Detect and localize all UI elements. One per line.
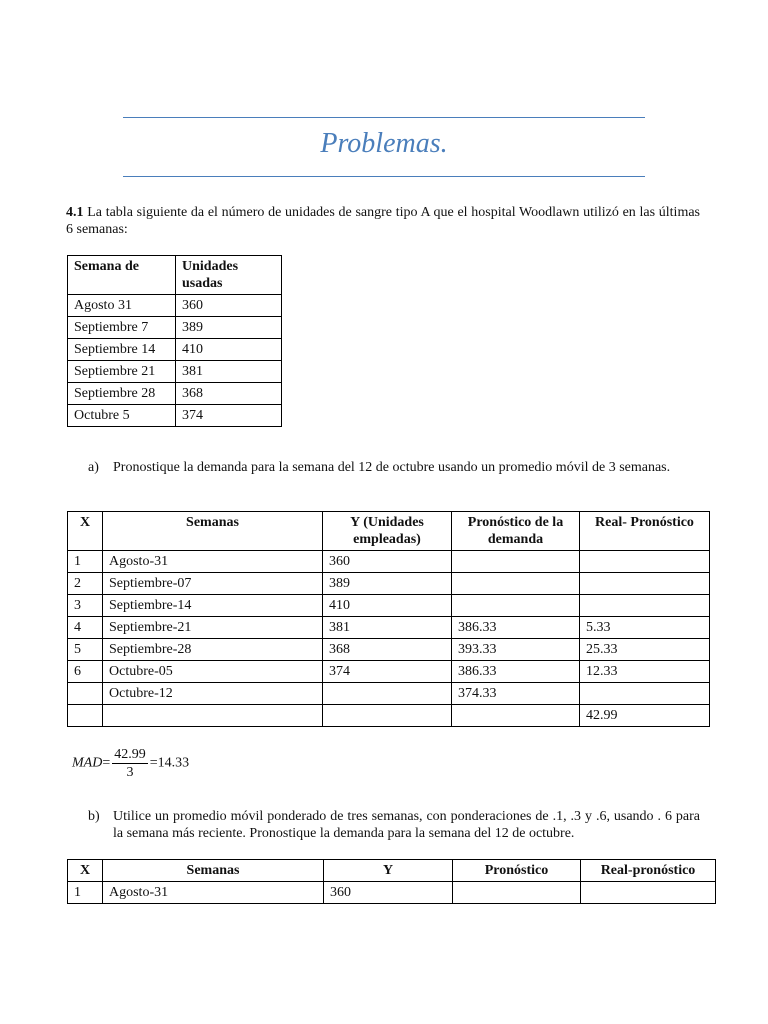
- table-cell: [452, 573, 580, 595]
- mad-label: MAD: [72, 755, 103, 771]
- table-cell: Agosto 31: [68, 295, 176, 317]
- table-cell: 5: [68, 639, 103, 661]
- table-row: [68, 383, 282, 405]
- table-cell: 3: [68, 595, 103, 617]
- table-cell: Septiembre 14: [68, 339, 176, 361]
- table-cell: 1: [68, 551, 103, 573]
- table-cell: 2: [68, 573, 103, 595]
- col-header-week: Semana de: [68, 256, 176, 295]
- table-cell: [323, 683, 452, 705]
- table3-body: [68, 882, 716, 904]
- table-row: [68, 405, 282, 427]
- title-rule-top: [123, 117, 645, 118]
- col-header-y: Y (Unidades empleadas): [323, 512, 452, 551]
- question-a: [88, 459, 700, 476]
- title-rule-bottom: [123, 176, 645, 177]
- table-cell: 374: [323, 661, 452, 683]
- table-cell: Septiembre-28: [103, 639, 323, 661]
- problem-number: 4.1: [66, 205, 84, 220]
- col-header-y: Y: [324, 860, 453, 882]
- table-cell: 360: [324, 882, 453, 904]
- weighted-average-table: [67, 859, 716, 904]
- table-cell: Septiembre 7: [68, 317, 176, 339]
- table-cell: Octubre 5: [68, 405, 176, 427]
- table-row: [68, 617, 710, 639]
- table-cell: [580, 595, 710, 617]
- table-cell: Agosto-31: [103, 551, 323, 573]
- table-row: [68, 317, 282, 339]
- table-cell: 368: [176, 383, 282, 405]
- table-row: [68, 551, 710, 573]
- question-b-label: b): [88, 809, 100, 824]
- table-header-row: [68, 256, 282, 295]
- mad-fraction: [112, 746, 148, 781]
- table-row: [68, 339, 282, 361]
- table-cell: 410: [323, 595, 452, 617]
- blood-units-table: [67, 255, 282, 427]
- page-title: Problemas.: [320, 128, 448, 159]
- table2-body: [68, 551, 710, 727]
- mad-denominator: 3: [126, 765, 134, 780]
- table-cell: Septiembre-14: [103, 595, 323, 617]
- table-cell: Septiembre 28: [68, 383, 176, 405]
- table-cell: 1: [68, 882, 103, 904]
- table-row: [68, 595, 710, 617]
- table-cell: Septiembre-21: [103, 617, 323, 639]
- table-cell: Septiembre 21: [68, 361, 176, 383]
- table-cell: [103, 705, 323, 727]
- mad-numerator: 42.99: [114, 747, 146, 762]
- problem-statement: [66, 204, 700, 238]
- table-header-row: [68, 860, 716, 882]
- table-cell: 42.99: [580, 705, 710, 727]
- table-cell: 360: [176, 295, 282, 317]
- table-cell: 381: [176, 361, 282, 383]
- table-row: [68, 295, 282, 317]
- table-cell: 374: [176, 405, 282, 427]
- question-a-label: a): [88, 460, 99, 475]
- col-header-weeks: Semanas: [103, 860, 324, 882]
- table-cell: 386.33: [452, 617, 580, 639]
- table-cell: 389: [323, 573, 452, 595]
- table-cell: Octubre-05: [103, 661, 323, 683]
- mad-result: =14.33: [149, 755, 190, 771]
- table-cell: [580, 551, 710, 573]
- table-cell: [452, 595, 580, 617]
- question-b: [88, 808, 700, 842]
- table-cell: [452, 705, 580, 727]
- col-header-forecast: Pronóstico: [453, 860, 581, 882]
- table-cell: [323, 705, 452, 727]
- mad-formula: [72, 746, 189, 781]
- question-a-text: Pronostique la demanda para la semana del 12 de octubre usando un promedio móvil de 3 semanas.: [113, 460, 671, 475]
- col-header-x: X: [68, 860, 103, 882]
- col-header-forecast: Pronóstico de la demanda: [452, 512, 580, 551]
- moving-average-table: [67, 511, 710, 727]
- table-cell: [68, 705, 103, 727]
- table-row: [68, 361, 282, 383]
- table-cell: Agosto-31: [103, 882, 324, 904]
- table-cell: 374.33: [452, 683, 580, 705]
- table-cell: 6: [68, 661, 103, 683]
- col-header-x: X: [68, 512, 103, 551]
- table-cell: 393.33: [452, 639, 580, 661]
- table-cell: 25.33: [580, 639, 710, 661]
- table-cell: 360: [323, 551, 452, 573]
- table-cell: [580, 573, 710, 595]
- table-cell: 410: [176, 339, 282, 361]
- problem-text: La tabla siguiente da el número de unidades de sangre tipo A que el hospital Woodlawn utilizó en las últimas 6 semanas:: [66, 205, 700, 237]
- table-cell: 4: [68, 617, 103, 639]
- col-header-units: Unidades usadas: [176, 256, 282, 295]
- col-header-error: Real- Pronóstico: [580, 512, 710, 551]
- table1-body: [68, 295, 282, 427]
- table-cell: 389: [176, 317, 282, 339]
- question-b-text: Utilice un promedio móvil ponderado de tres semanas, con ponderaciones de .1, .3 y .6, usando . 6 para la semana más reciente. Pronostique la demanda para la semana del 12 de octubre.: [113, 809, 700, 841]
- table-cell: [452, 551, 580, 573]
- table-cell: 386.33: [452, 661, 580, 683]
- table-cell: Septiembre-07: [103, 573, 323, 595]
- table-cell: 368: [323, 639, 452, 661]
- table-cell: [580, 683, 710, 705]
- table-cell: 381: [323, 617, 452, 639]
- table-cell: Octubre-12: [103, 683, 323, 705]
- table-cell: 12.33: [580, 661, 710, 683]
- table-row: [68, 639, 710, 661]
- col-header-error: Real-pronóstico: [581, 860, 716, 882]
- table-cell: [581, 882, 716, 904]
- table-row: [68, 882, 716, 904]
- table-row: [68, 661, 710, 683]
- table-cell: 5.33: [580, 617, 710, 639]
- table-row: [68, 573, 710, 595]
- table-row: [68, 705, 710, 727]
- mad-equals: =: [102, 755, 111, 771]
- table-row: [68, 683, 710, 705]
- table-cell: [453, 882, 581, 904]
- table-header-row: [68, 512, 710, 551]
- table-cell: [68, 683, 103, 705]
- col-header-weeks: Semanas: [103, 512, 323, 551]
